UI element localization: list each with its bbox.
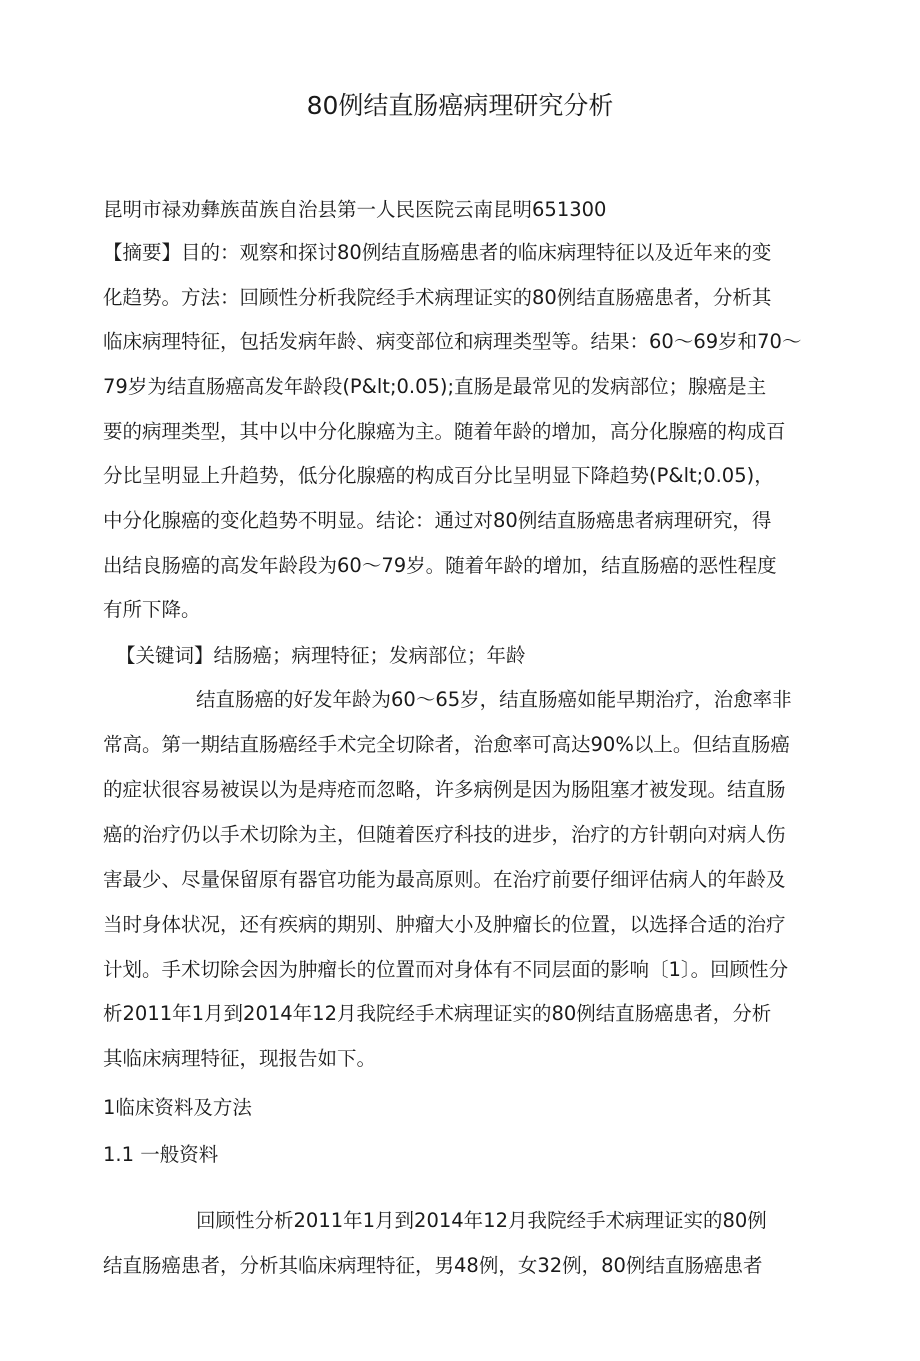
- paragraph-line: 害最少、尽量保留原有器官功能为最高原则。在治疗前要仔细评估病人的年龄及: [103, 868, 786, 891]
- abstract-line: 出结良肠癌的高发年龄段为60～79岁。随着年龄的增加，结直肠癌的恶性程度: [103, 554, 777, 577]
- paragraph-line: 结直肠癌患者，分析其临床病理特征，男48例，女32例，80例结直肠癌患者: [103, 1254, 763, 1277]
- paragraph-line: 常高。第一期结直肠癌经手术完全切除者，治愈率可高达90%以上。但结直肠癌: [103, 733, 790, 756]
- paragraph-line: 析2011年1月到2014年12月我院经手术病理证实的80例结直肠癌患者，分析: [103, 1002, 772, 1025]
- abstract-line: 【摘要】目的：观察和探讨80例结直肠癌患者的临床病理特征以及近年来的变: [103, 241, 772, 264]
- paragraph-line: 结直肠癌的好发年龄为60～65岁，结直肠癌如能早期治疗，治愈率非: [196, 688, 792, 711]
- affiliation: 昆明市禄劝彝族苗族自治县第一人民医院云南昆明651300: [103, 198, 607, 221]
- subsection-heading: 1.1 一般资料: [103, 1143, 219, 1166]
- abstract-line: 临床病理特征，包括发病年龄、病变部位和病理类型等。结果：60～69岁和70～: [103, 330, 802, 353]
- abstract-line: 分比呈明显上升趋势，低分化腺癌的构成百分比呈明显下降趋势(P&lt;0.05)，: [103, 464, 774, 487]
- section-heading: 1临床资料及方法: [103, 1096, 252, 1119]
- abstract-line: 79岁为结直肠癌高发年龄段(P&lt;0.05);直肠是最常见的发病部位；腺癌是主: [103, 375, 767, 398]
- abstract-line: 化趋势。方法：回顾性分析我院经手术病理证实的80例结直肠癌患者，分析其: [103, 286, 772, 309]
- paragraph-line: 的症状很容易被误以为是痔疮而忽略，许多病例是因为肠阻塞才被发现。结直肠: [103, 778, 786, 801]
- abstract-line: 中分化腺癌的变化趋势不明显。结论：通过对80例结直肠癌患者病理研究，得: [103, 509, 772, 532]
- abstract-line: 有所下降。: [103, 598, 201, 621]
- paragraph-line: 当时身体状况，还有疾病的期别、肿瘤大小及肿瘤长的位置，以选择合适的治疗: [103, 913, 786, 936]
- paragraph-line: 癌的治疗仍以手术切除为主，但随着医疗科技的进步，治疗的方针朝向对病人伤: [103, 823, 786, 846]
- keywords: 【关键词】结肠癌；病理特征；发病部位；年龄: [116, 644, 526, 667]
- abstract-line: 要的病理类型，其中以中分化腺癌为主。随着年龄的增加，高分化腺癌的构成百: [103, 420, 786, 443]
- paragraph-line: 计划。手术切除会因为肿瘤长的位置而对身体有不同层面的影响〔1〕。回顾性分: [103, 958, 789, 981]
- paragraph-line: 回顾性分析2011年1月到2014年12月我院经手术病理证实的80例: [196, 1209, 767, 1232]
- paragraph-line: 其临床病理特征，现报告如下。: [103, 1047, 377, 1070]
- document-title: 80例结直肠癌病理研究分析: [306, 91, 614, 120]
